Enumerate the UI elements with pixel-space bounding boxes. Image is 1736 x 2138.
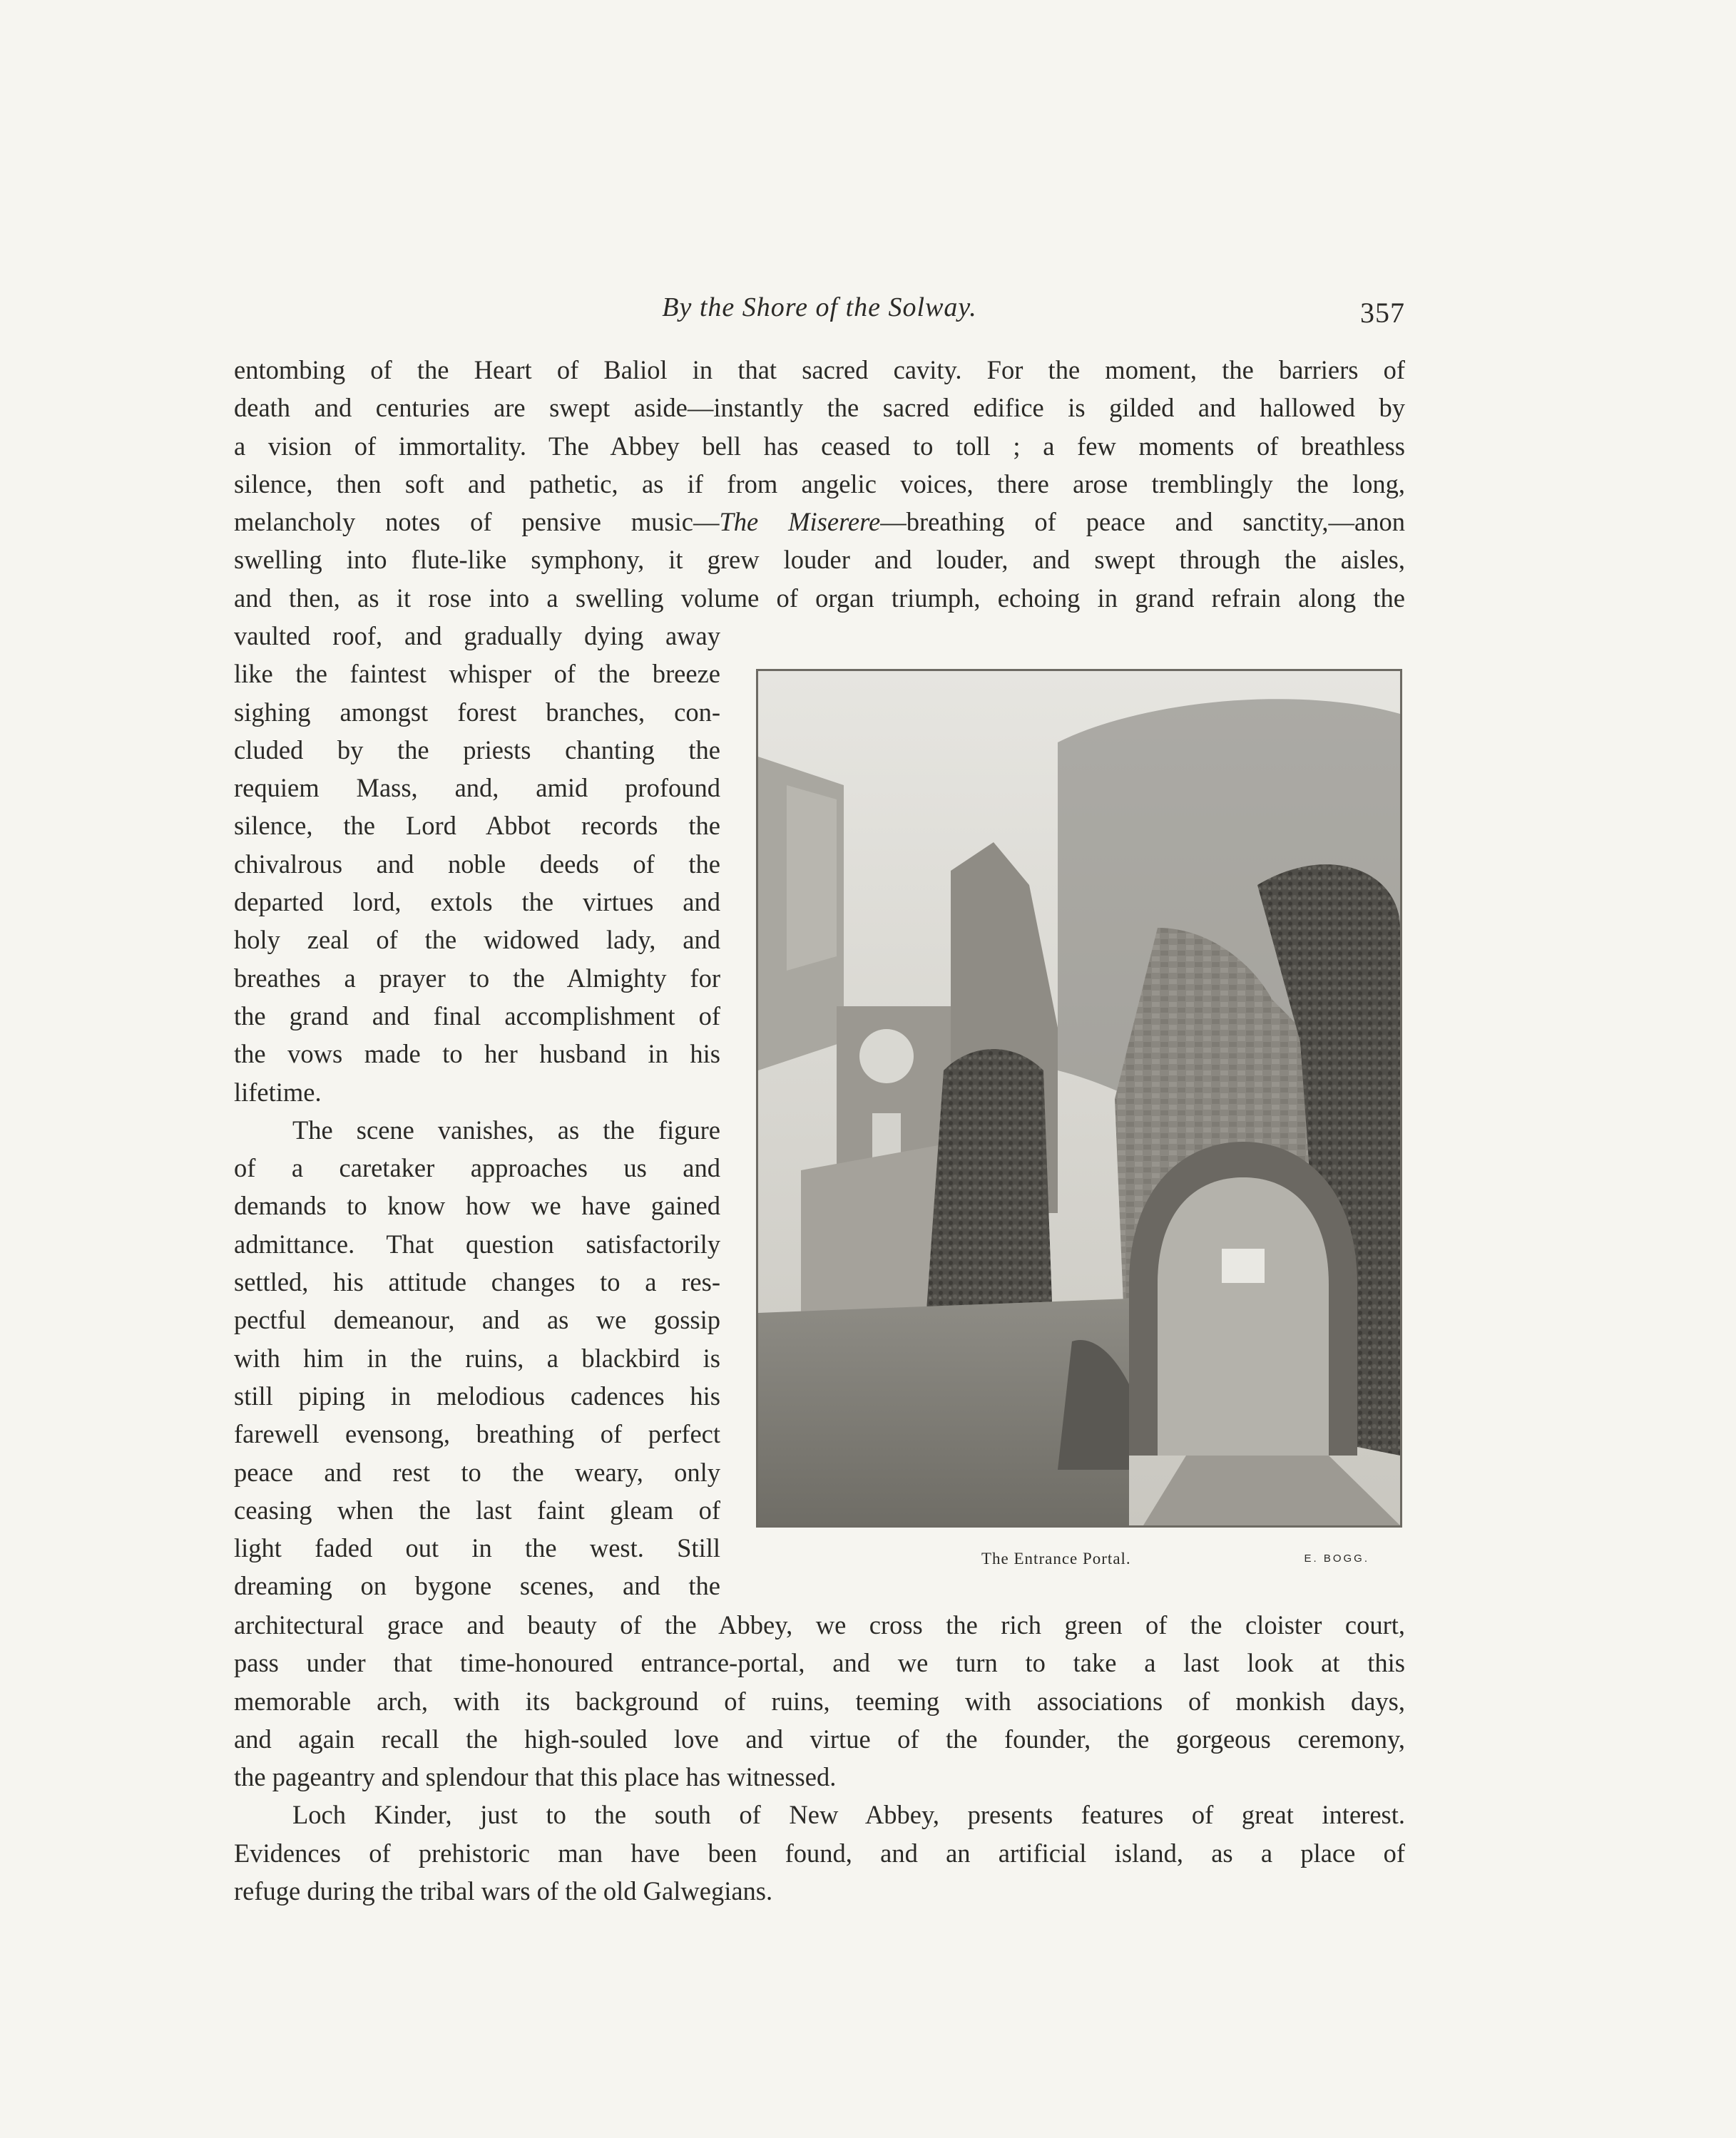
text-line: peace and rest to the weary, only [234,1457,720,1487]
text-line: death and centuries are swept aside—instantly the sacred edifice is gilded and hallowed by [234,393,1405,423]
text-line: dreaming on bygone scenes, and the [234,1571,720,1601]
text-line: of a caretaker approaches us and [234,1153,720,1183]
text-line: silence, the Lord Abbot records the [234,811,720,841]
text-line: departed lord, extols the virtues and [234,887,720,917]
artist-credit: E. BOGG. [1304,1553,1369,1565]
text-fragment: melancholy notes of pensive music— [234,507,720,537]
paragraph-continuation [234,1606,1405,1910]
text-line: swelling into flute-like symphony, it grew louder and louder, and swept through the aisles, [234,545,1405,575]
text-line: Loch Kinder, just to the south of New Abbey, presents features of great interest. [292,1800,1405,1830]
figure-caption: The Entrance Portal. [981,1550,1131,1567]
distant-monument [1222,1249,1265,1283]
text-line: and then, as it rose into a swelling volume of organ triumph, echoing in grand refrain along the [234,583,1405,613]
text-line: Evidences of prehistoric man have been found, and an artificial island, as a place of [234,1838,1405,1868]
text-line: chivalrous and noble deeds of the [234,849,720,879]
text-line: demands to know how we have gained [234,1191,720,1221]
text-line: breathes a prayer to the Almighty for [234,963,720,993]
text-line: like the faintest whisper of the breeze [234,659,720,689]
figure-caption-row [756,1550,1402,1578]
page-number: 357 [1360,297,1405,329]
text-line: still piping in melodious cadences his [234,1381,720,1411]
text-line: lifetime. [234,1077,322,1107]
text-line: the grand and final accomplishment of [234,1001,720,1030]
text-line: ceasing when the last faint gleam of [234,1495,720,1525]
text-line: The scene vanishes, as the figure [292,1115,720,1145]
text-line: holy zeal of the widowed lady, and [234,925,720,955]
text-line: with him in the ruins, a blackbird is [234,1343,720,1373]
photo-illustration [758,671,1400,1525]
left-ruin-window [787,785,837,971]
archway-opening [1158,1177,1329,1456]
entrance-portal-photograph [756,669,1402,1528]
paragraph-opening [234,351,1405,617]
text-line: silence, then soft and pathetic, as if from angelic voices, there arose tremblingly the long, [234,469,1405,498]
text-line: a vision of immortality. The Abbey bell has ceased to toll ; a few moments of breathless [234,431,1405,461]
text-line: entombing of the Heart of Baliol in that sacred cavity. For the moment, the barriers of [234,355,1405,384]
text-line: pass under that time-honoured entrance-portal, and we turn to take a last look at this [234,1648,1405,1678]
rose-window [859,1029,914,1083]
text-line: architectural grace and beauty of the Abbey, we cross the rich green of the cloister court, [234,1610,1405,1640]
text-line: farewell evensong, breathing of perfect [234,1419,720,1449]
text-line: refuge during the tribal wars of the old Galwegians. [234,1876,773,1906]
text-line: requiem Mass, and, amid profound [234,773,720,803]
text-line: memorable arch, with its background of ruins, teeming with associations of monkish days, [234,1686,1405,1716]
text-line: light faded out in the west. Still [234,1533,720,1563]
text-line: and again recall the high-souled love and virtue of the founder, the gorgeous ceremony, [234,1724,1405,1754]
text-line: vaulted roof, and gradually dying away [234,621,720,650]
text-line: the vows made to her husband in his [234,1039,720,1069]
text-line: cluded by the priests chanting the [234,735,720,764]
running-title: By the Shore of the Solway. [662,292,977,322]
text-line: the pageantry and splendour that this place has witnessed. [234,1762,837,1792]
italic-title-miserere: The Miserere [719,507,881,537]
text-line: settled, his attitude changes to a res- [234,1267,720,1297]
text-line: sighing amongst forest branches, con- [234,697,720,727]
text-line: admittance. That question satisfactorily [234,1229,720,1259]
text-fragment: —breathing of peace and sanctity,—anon [880,507,1405,537]
running-head [234,289,1405,332]
text-line: pectful demeanour, and as we gossip [234,1305,720,1335]
column-text [234,617,720,1605]
text-line-miserere [234,503,1405,541]
